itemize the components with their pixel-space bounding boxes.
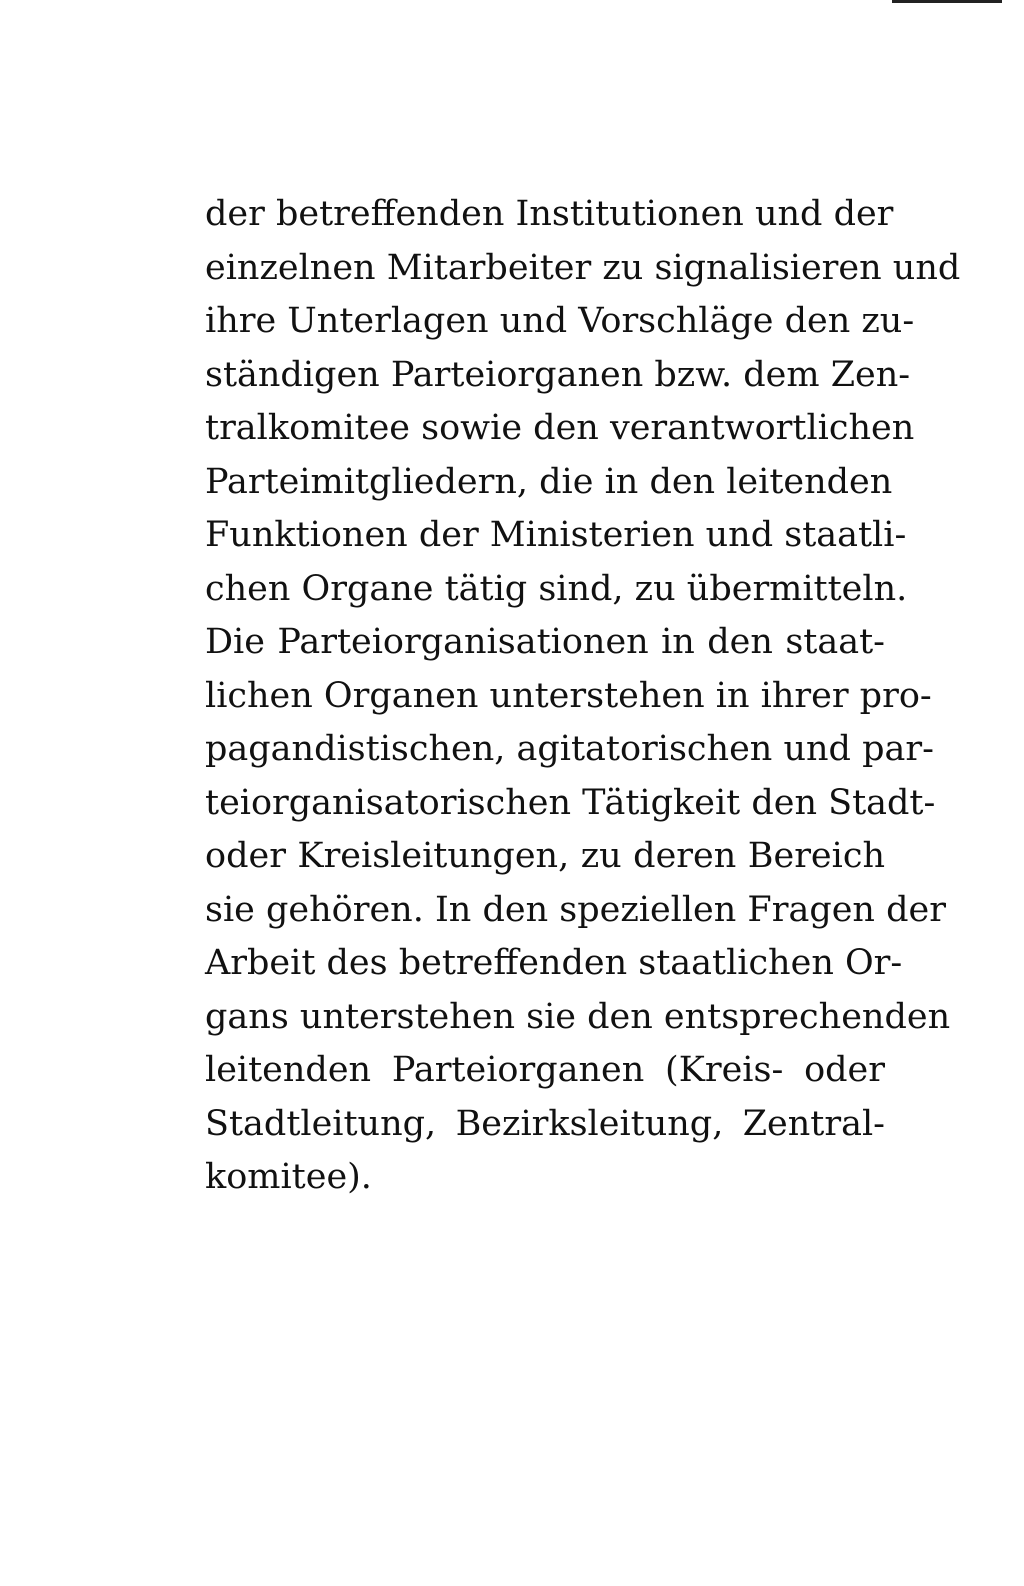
text-line: teiorganisatorischen Tätigkeit den Stadt-	[205, 782, 936, 823]
text-line: ständigen Parteiorganen bzw. dem Zen-	[205, 354, 911, 395]
text-line: pagandistischen, agitatorischen und par-	[205, 729, 934, 769]
text-line: Funktionen der Ministerien und staatli-	[205, 515, 907, 555]
text-line: chen Organe tätig sind, zu übermitteln.	[205, 568, 908, 609]
text-line: Die Parteiorganisationen in den staat-	[205, 622, 885, 662]
page-edge-mark	[892, 0, 1002, 3]
text-line: leitenden Parteiorganen (Kreis- oder	[205, 1050, 885, 1090]
text-line: oder Kreisleitungen, zu deren Bereich	[205, 836, 885, 876]
text-line: gans unterstehen sie den entsprechenden	[205, 996, 951, 1037]
text-line: einzelnen Mitarbeiter zu signalisieren und	[205, 247, 961, 288]
text-line: der betreffenden Institutionen und der	[205, 194, 894, 234]
text-line: sie gehören. In den speziellen Fragen der	[205, 889, 946, 930]
text-line: Stadtleitung, Bezirksleitung, Zentral-	[205, 1103, 885, 1144]
text-line: Arbeit des betreffenden staatlichen Or-	[205, 943, 903, 983]
body-text	[205, 188, 961, 1205]
text-line: Parteimitgliedern, die in den leitenden	[205, 461, 893, 502]
text-line: komitee).	[205, 1157, 372, 1197]
text-line: ihre Unterlagen und Vorschläge den zu-	[205, 301, 915, 341]
text-line: tralkomitee sowie den verantwortlichen	[205, 408, 915, 448]
text-line: lichen Organen unterstehen in ihrer pro-	[205, 675, 932, 716]
